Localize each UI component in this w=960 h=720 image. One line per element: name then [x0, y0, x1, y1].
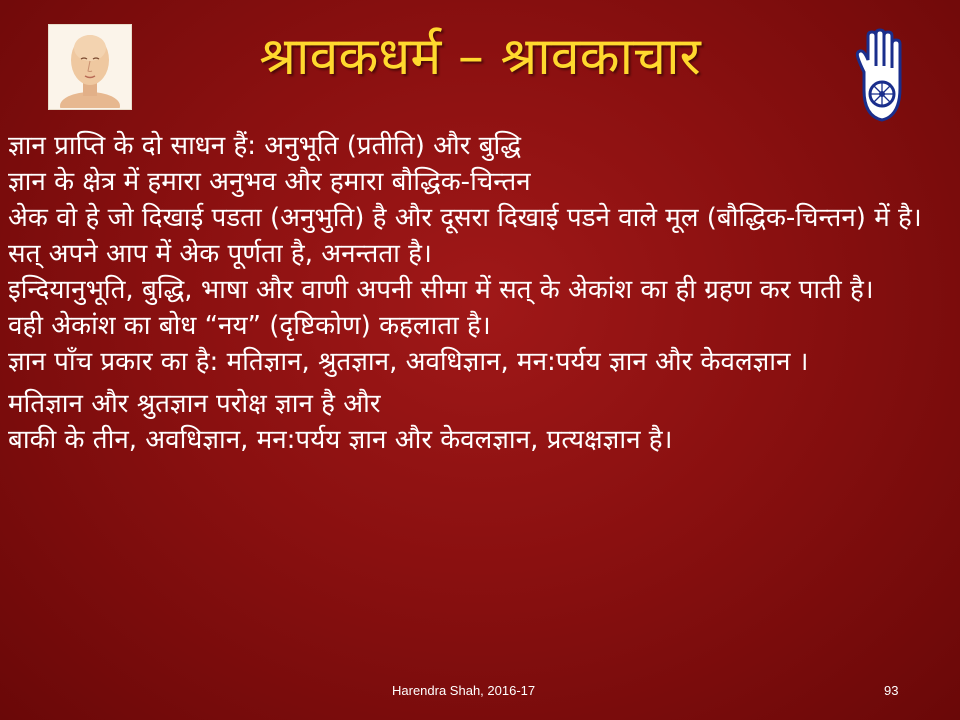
body-line: ज्ञान प्राप्ति के दो साधन हैं: अनुभूति (प्रतीति) और बुद्धि — [8, 131, 522, 161]
body-line: इन्दियानुभूति, बुद्धि, भाषा और वाणी अपनी सीमा में सत् के अेकांश का ही ग्रहण कर पाती है। — [8, 275, 874, 305]
body-line: ज्ञान के क्षेत्र में हमारा अनुभव और हमारा बौद्धिक-चिन्तन — [8, 167, 531, 197]
jain-emblem — [854, 28, 910, 124]
page-number: 93 — [884, 683, 899, 698]
jain-ahimsa-hand-icon — [854, 28, 910, 124]
body-line: अेक वो हे जो दिखाई पडता (अनुभुति) है और दूसरा दिखाई पडने वाले मूल (बौद्धिक-चिन्तन) में है। — [8, 203, 922, 233]
footer-author: Harendra Shah, 2016-17 — [392, 683, 536, 698]
body-line: ज्ञान पाँच प्रकार का है: मतिज्ञान, श्रुतज्ञान, अवधिज्ञान, मन:पर्यय ज्ञान और केवलज्ञान । — [8, 347, 809, 377]
slide-footer — [0, 683, 960, 699]
body-line: बाकी के तीन, अवधिज्ञान, मन:पर्यय ज्ञान और केवलज्ञान, प्रत्यक्षज्ञान है। — [8, 425, 673, 455]
slide-title: श्रावकधर्म – श्रावकाचार — [259, 27, 701, 87]
body-line: वही अेकांश का बोध “नय” (दृष्टिकोण) कहलाता है। — [8, 311, 491, 341]
body-line: मतिज्ञान और श्रुतज्ञान परोक्ष ज्ञान है और — [8, 389, 381, 419]
body-line: सत् अपने आप में अेक पूर्णता है, अनन्तता है। — [8, 239, 432, 269]
slide-body — [8, 128, 948, 458]
